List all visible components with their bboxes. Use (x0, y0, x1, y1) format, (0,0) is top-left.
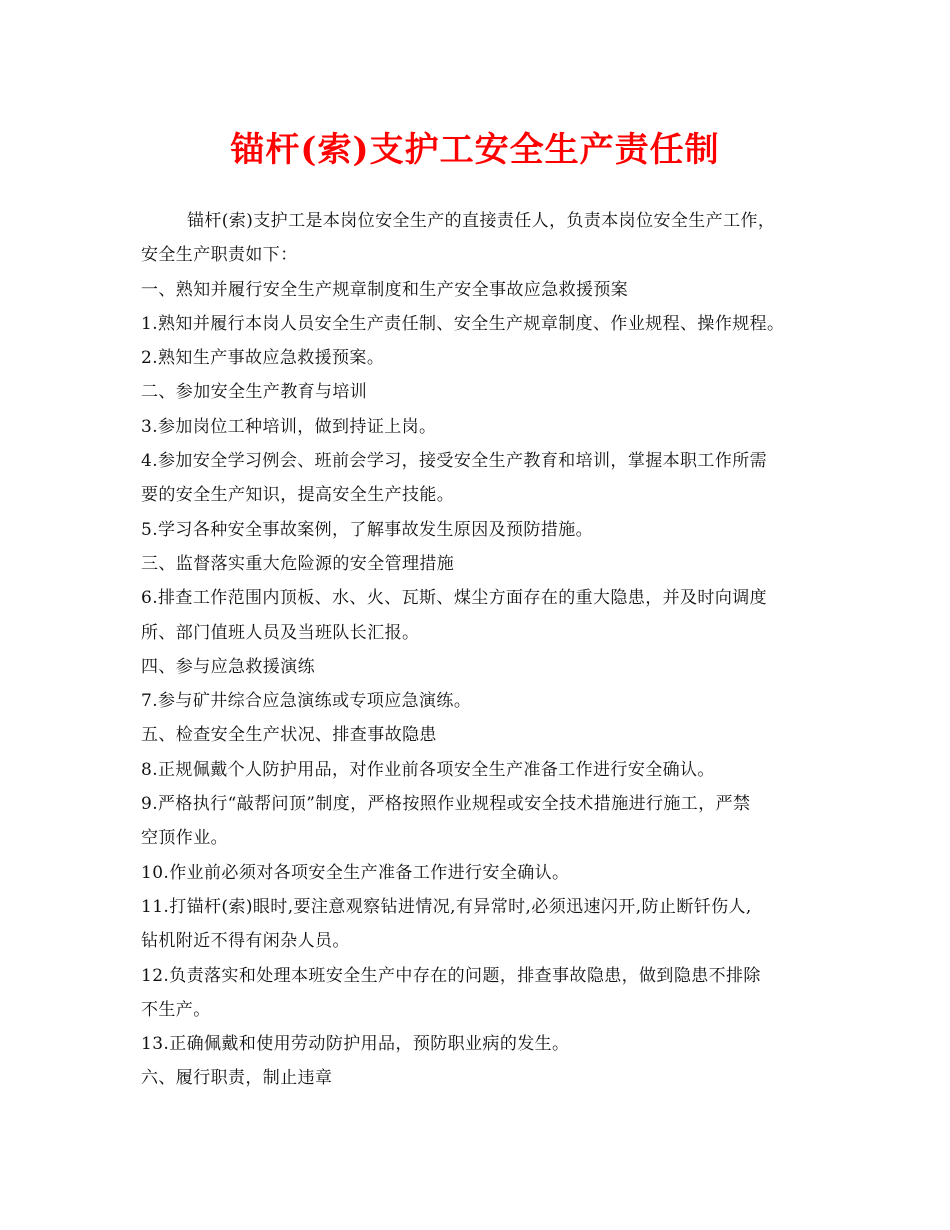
body-line: 13.正确佩戴和使用劳动防护用品，预防职业病的发生。 (141, 1034, 570, 1055)
body-line: 要的安全生产知识，提高安全生产技能。 (141, 485, 455, 506)
body-line: 3.参加岗位工种培训，做到持证上岗。 (141, 416, 437, 437)
document-body (141, 204, 811, 1096)
body-line: 二、参加安全生产教育与培训 (141, 382, 368, 403)
body-line: 安全生产职责如下： (141, 245, 298, 266)
body-line: 4.参加安全学习例会、班前会学习，接受安全生产教育和培训，掌握本职工作所需 (141, 451, 768, 472)
body-line: 9.严格执行“敲帮问顶”制度，严格按照作业规程或安全技术措施进行施工，严禁 (141, 794, 751, 815)
body-line: 1.熟知并履行本岗人员安全生产责任制、安全生产规章制度、作业规程、操作规程。 (141, 313, 785, 334)
body-line: 11.打锚杆(索)眼时,要注意观察钻进情况,有异常时,必须迅速闪开,防止断钎伤人, (141, 896, 752, 917)
body-line: 五、检查安全生产状况、排查事故隐患 (141, 725, 437, 746)
body-line: 2.熟知生产事故应急救援预案。 (141, 348, 385, 369)
body-line: 5.学习各种安全事故案例，了解事故发生原因及预防措施。 (141, 519, 594, 540)
body-line: 7.参与矿井综合应急演练或专项应急演练。 (141, 691, 472, 712)
body-line: 所、部门值班人员及当班队长汇报。 (141, 622, 420, 643)
body-line: 12.负责落实和处理本班安全生产中存在的问题，排查事故隐患，做到隐患不排除 (141, 965, 761, 986)
body-line: 六、履行职责，制止违章 (141, 1068, 333, 1089)
body-line: 6.排查工作范围内顶板、水、火、瓦斯、煤尘方面存在的重大隐患，并及时向调度 (141, 588, 768, 609)
body-line: 钻机附近不得有闲杂人员。 (141, 931, 350, 952)
body-line: 四、参与应急救援演练 (141, 656, 315, 677)
body-line: 三、监督落实重大危险源的安全管理措施 (141, 553, 455, 574)
body-line: 10.作业前必须对各项安全生产准备工作进行安全确认。 (141, 862, 570, 883)
body-line: 不生产。 (141, 999, 211, 1020)
page-title: 锚杆(索)支护工安全生产责任制 (230, 130, 720, 170)
body-line: 8.正规佩戴个人防护用品，对作业前各项安全生产准备工作进行安全确认。 (141, 759, 715, 780)
body-line: 空顶作业。 (141, 828, 228, 849)
body-line: 一、熟知并履行安全生产规章制度和生产安全事故应急救援预案 (141, 279, 629, 300)
body-line: 锚杆(索)支护工是本岗位安全生产的直接责任人，负责本岗位安全生产工作， (187, 211, 776, 231)
